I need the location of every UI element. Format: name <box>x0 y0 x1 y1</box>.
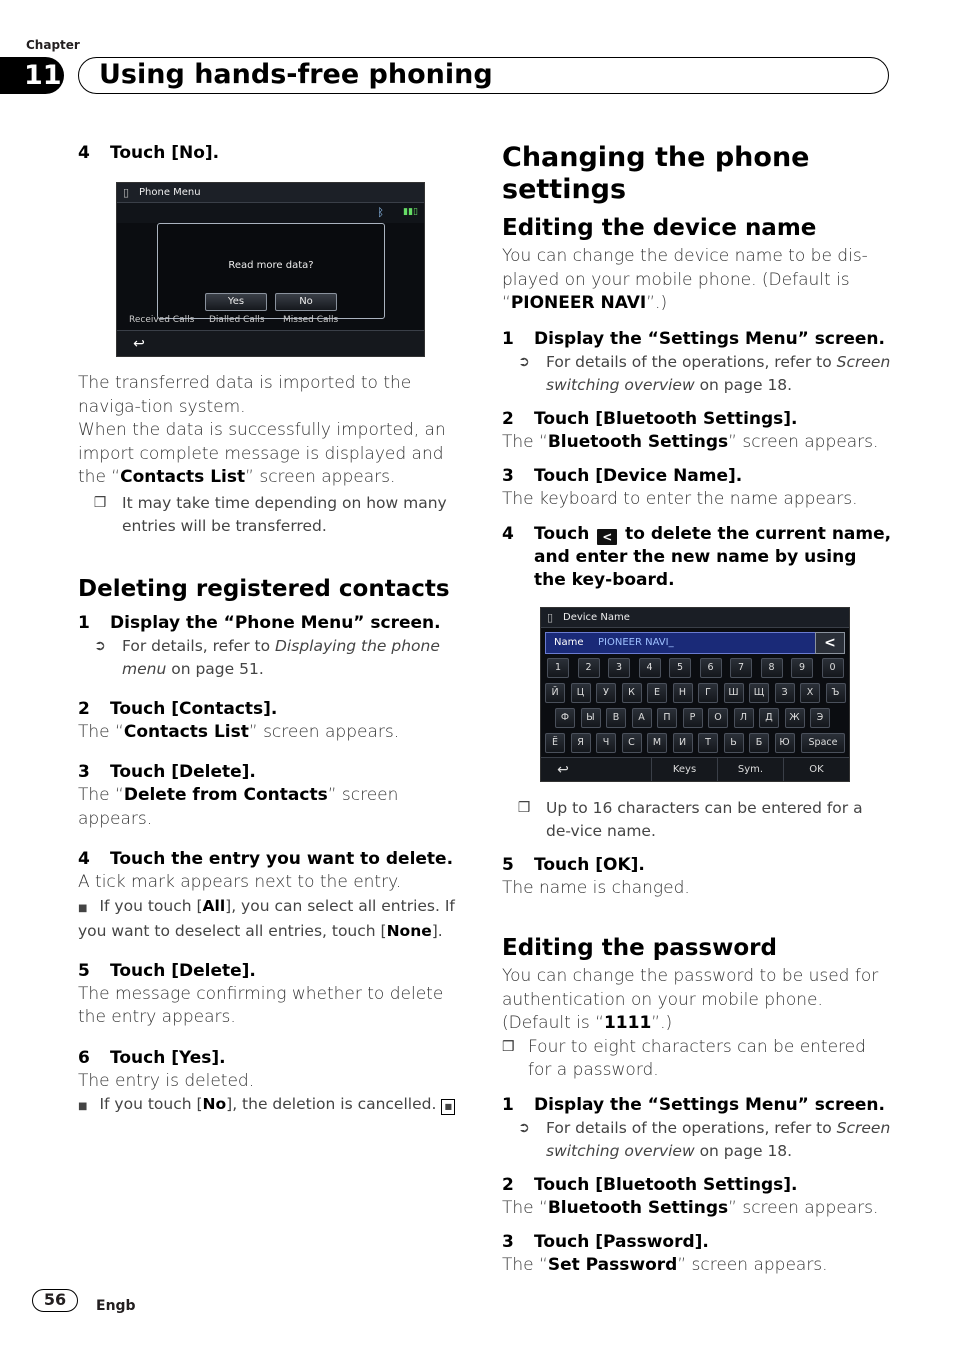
password-step-3: 3 Touch [Password]. <box>502 1232 709 1252</box>
screenshot-title-bar <box>117 183 424 203</box>
device-step-2-body: The “Bluetooth Settings” screen appears. <box>502 431 879 452</box>
keyboard-key[interactable]: М <box>647 733 667 753</box>
keyboard-key[interactable]: Я <box>571 733 591 753</box>
keyboard-key[interactable]: Н <box>673 683 693 703</box>
delete-step-3: 3 Touch [Delete]. <box>78 762 256 782</box>
device-name-keyboard-screenshot <box>540 607 850 782</box>
keyboard-title-bar <box>541 608 849 628</box>
keyboard-key[interactable]: Ю <box>775 733 795 753</box>
keyboard-key[interactable]: Р <box>683 708 703 728</box>
device-step-4: 4 Touch < to delete the current name, and enter the new name by using the key-board. <box>502 523 892 590</box>
device-step-5: 5 Touch [OK]. <box>502 854 645 875</box>
phone-icon: ▯ <box>123 186 130 199</box>
phone-menu-screenshot <box>116 182 425 357</box>
dialog-yes-button[interactable]: Yes <box>205 293 267 311</box>
delete-char-icon: < <box>597 529 617 545</box>
square-bullet-icon: ■ <box>78 1101 88 1112</box>
keyboard-key[interactable]: 8 <box>761 658 783 678</box>
delete-step-4-body: A tick mark appears next to the entry. <box>78 872 402 892</box>
password-step-1: 1 Display the “Settings Menu” screen. <box>502 1094 885 1115</box>
dialled-calls-label: Dialled Calls <box>209 315 265 325</box>
delete-step-5: 5 Touch [Delete]. <box>78 960 256 981</box>
delete-step-5-body: The message confirming whether to delete the entry appears. <box>78 983 444 1027</box>
left-column <box>78 142 468 1118</box>
editing-password-heading: Editing the password <box>502 935 777 961</box>
arrow-icon: ➲ <box>518 353 530 370</box>
delete-step-4: 4 Touch the entry you want to delete. <box>78 849 454 869</box>
keyboard-key[interactable]: А <box>632 708 652 728</box>
password-step-2: 2 Touch [Bluetooth Settings]. <box>502 1174 798 1195</box>
page-number: 56 <box>32 1289 78 1312</box>
keyboard-key[interactable]: Щ <box>749 683 769 703</box>
keyboard-key[interactable]: 3 <box>608 658 630 678</box>
signal-icon: ▮▮▯ <box>403 207 418 217</box>
keyboard-key[interactable]: Ё <box>545 733 565 753</box>
password-step-3-body: The “Set Password” screen appears. <box>502 1255 828 1275</box>
keyboard-key[interactable]: Т <box>698 733 718 753</box>
keyboard-key[interactable]: Э <box>810 708 830 728</box>
device-step-2: 2 Touch [Bluetooth Settings]. <box>502 408 798 429</box>
device-step-1-note: ➲ For details of the operations, refer to Screen switching overview on page 18. <box>502 351 892 397</box>
device-step-5-body: The name is changed. <box>502 877 690 898</box>
back-arrow-icon[interactable]: ↩ <box>133 336 145 352</box>
keyboard-key[interactable]: К <box>622 683 642 703</box>
keyboard-key[interactable]: С <box>622 733 642 753</box>
checkbox-icon: ❒ <box>93 494 107 511</box>
chapter-title: Using hands-free phoning <box>78 57 889 94</box>
step-4-touch-no: 4 Touch [No]. <box>78 143 220 163</box>
phone-icon: ▯ <box>547 610 554 624</box>
keyboard-key[interactable]: Ы <box>581 708 601 728</box>
keyboard-note: ❒ Up to 16 characters can be entered for a de-vice name. <box>502 797 892 843</box>
keyboard-key[interactable]: Й <box>545 683 565 703</box>
keyboard-key[interactable]: Е <box>647 683 667 703</box>
delete-step-6-note: ■ If you touch [No], the deletion is cancelled. ■ <box>78 1093 468 1118</box>
keyboard-key[interactable]: 6 <box>700 658 722 678</box>
delete-step-2-body: The “Contacts List” screen appears. <box>78 721 400 742</box>
keyboard-key[interactable]: Х <box>800 683 820 703</box>
keyboard-bottom-bar <box>541 757 849 781</box>
received-calls-label: Received Calls <box>129 315 195 325</box>
keyboard-key[interactable]: О <box>708 708 728 728</box>
device-intro: You can change the device name to be dis-played on your mobile phone. (Default is “PIONEER NAVI”.) <box>502 246 868 313</box>
import-complete-text: When the data is successfully imported, an import complete message is displayed and the “Contacts List” screen appears. <box>78 420 446 487</box>
main-heading: Changing the phone settings <box>502 142 810 205</box>
password-length-note: ❒ Four to eight characters can be entered for a password. <box>502 1036 892 1083</box>
keyboard-key[interactable]: Б <box>749 733 769 753</box>
end-mark-icon: ■ <box>441 1099 455 1115</box>
keyboard-key[interactable]: Г <box>698 683 718 703</box>
keyboard-key[interactable]: Д <box>759 708 779 728</box>
keyboard-title: Device Name <box>563 611 630 623</box>
read-more-dialog <box>157 223 385 319</box>
password-intro: You can change the password to be used for authentication on your mobile phone. (Default is “1111”.) <box>502 966 879 1033</box>
keyboard-key[interactable]: У <box>596 683 616 703</box>
keyboard-key[interactable]: З <box>775 683 795 703</box>
delete-step-6-body: The entry is deleted. <box>78 1070 255 1091</box>
delete-step-1: 1 Display the “Phone Menu” screen. <box>78 612 441 633</box>
keyboard-key[interactable]: 9 <box>791 658 813 678</box>
missed-calls-label: Missed Calls <box>283 315 339 325</box>
keyboard-key[interactable]: В <box>606 708 626 728</box>
screenshot-bottom-bar <box>117 330 424 356</box>
backspace-button[interactable]: < <box>815 632 845 654</box>
keyboard-key[interactable]: П <box>657 708 677 728</box>
dialog-message: Read more data? <box>228 260 314 271</box>
language-code: Engb <box>96 1298 136 1314</box>
keyboard-key[interactable]: Ь <box>724 733 744 753</box>
space-key[interactable]: Space <box>801 733 845 753</box>
keyboard-key[interactable]: Ф <box>555 708 575 728</box>
editing-device-name-heading: Editing the device name <box>502 215 817 241</box>
back-arrow-icon[interactable]: ↩ <box>557 761 569 778</box>
keyboard-key[interactable]: Л <box>734 708 754 728</box>
deleting-contacts-heading: Deleting registered contacts <box>78 575 450 602</box>
keyboard-key[interactable]: Ш <box>724 683 744 703</box>
dialog-no-button[interactable]: No <box>275 293 337 311</box>
arrow-icon: ➲ <box>94 637 106 654</box>
delete-step-1-note: ➲ For details, refer to Displaying the phone menu on page 51. <box>78 635 468 681</box>
keyboard-key[interactable]: 0 <box>822 658 844 678</box>
delete-step-6: 6 Touch [Yes]. <box>78 1047 226 1068</box>
right-column <box>502 142 892 1278</box>
square-bullet-icon: ■ <box>78 902 88 914</box>
device-step-1: 1 Display the “Settings Menu” screen. <box>502 328 885 349</box>
ok-button[interactable]: OK <box>783 758 849 782</box>
keyboard-key[interactable]: Ц <box>571 683 591 703</box>
device-step-3: 3 Touch [Device Name]. <box>502 466 743 486</box>
bluetooth-icon: ᛒ <box>377 206 384 219</box>
sym-button[interactable]: Sym. <box>717 758 783 782</box>
arrow-icon: ➲ <box>518 1119 530 1136</box>
keyboard-key[interactable]: 2 <box>578 658 600 678</box>
keyboard-key[interactable]: 1 <box>547 658 569 678</box>
keyboard-key[interactable]: 7 <box>730 658 752 678</box>
keys-button[interactable]: Keys <box>651 758 717 782</box>
keyboard-key[interactable]: 5 <box>669 658 691 678</box>
device-step-3-body: The keyboard to enter the name appears. <box>502 489 858 509</box>
keyboard-key[interactable]: И <box>673 733 693 753</box>
time-note: ❒ It may take time depending on how many entries will be transferred. <box>78 492 468 538</box>
keyboard-key[interactable]: Ч <box>596 733 616 753</box>
screenshot-status-row <box>117 203 424 223</box>
password-step-1-note: ➲ For details of the operations, refer to Screen switching overview on page 18. <box>502 1117 892 1163</box>
password-step-2-body: The “Bluetooth Settings” screen appears. <box>502 1197 879 1218</box>
chapter-number: 11 <box>0 57 64 94</box>
keyboard-key[interactable]: Ж <box>785 708 805 728</box>
delete-step-3-body: The “Delete from Contacts” screen appears. <box>78 785 399 829</box>
keyboard-key[interactable]: 4 <box>639 658 661 678</box>
delete-step-4-note: ■ If you touch [All], you can select all entries. If you want to deselect all entries, touch [None]. <box>78 896 455 940</box>
keyboard-key[interactable]: Ъ <box>826 683 846 703</box>
name-label: Name <box>554 636 584 648</box>
name-input-field[interactable] <box>545 632 845 654</box>
delete-step-2: 2 Touch [Contacts]. <box>78 698 278 719</box>
name-value: PIONEER NAVI_ <box>598 636 674 648</box>
checkbox-icon: ❒ <box>517 799 531 816</box>
transferred-data-text: The transferred data is imported to the naviga-tion system. <box>78 373 412 417</box>
chapter-label: Chapter <box>26 38 80 52</box>
screenshot-title: Phone Menu <box>139 187 201 198</box>
checkbox-icon: ❒ <box>502 1038 515 1055</box>
